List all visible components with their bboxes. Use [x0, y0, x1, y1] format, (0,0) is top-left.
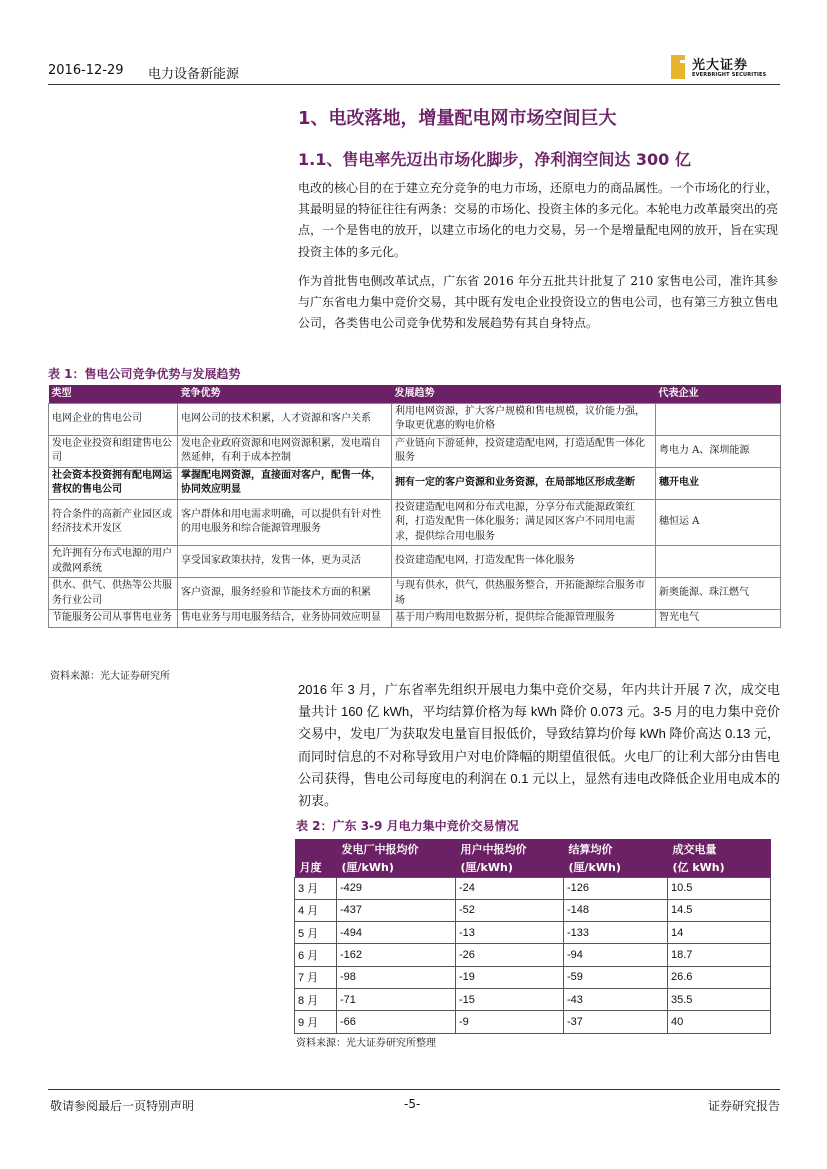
table-cell: 10.5	[668, 877, 771, 899]
table-cell: 6 月	[295, 944, 337, 966]
table-cell: -52	[456, 899, 564, 921]
table1-header-row	[49, 385, 781, 403]
table-cell: -98	[337, 966, 456, 988]
table-cell: 利用电网资源，扩大客户规模和售电规模，议价能力强，争取更优惠的购电价格	[392, 403, 656, 435]
table-cell: 3 月	[295, 877, 337, 899]
table-cell: 拥有一定的客户资源和业务资源，在局部地区形成垄断	[392, 467, 656, 499]
table-cell: 智光电气	[656, 610, 781, 628]
table-cell: -13	[456, 922, 564, 944]
logo-mark-icon	[670, 54, 686, 80]
table-cell: 穗恒运 A	[656, 499, 781, 546]
table-cell: 与现有供水，供气，供热服务整合，开拓能源综合服务市场	[392, 578, 656, 610]
table2-header-cell: 结算均价	[564, 839, 668, 858]
table-row-highlighted	[49, 467, 781, 499]
table2-source: 资料来源：光大证券研究所整理	[296, 1038, 436, 1049]
table2-header-cell	[295, 839, 337, 858]
table-cell: 产业链向下游延伸，投资建造配电网，打造适配售一体化服务	[392, 435, 656, 467]
table-row	[49, 610, 781, 628]
table-cell: 客户群体和用电需求明确，可以提供有针对性的用电服务和综合能源管理服务	[178, 499, 392, 546]
table-cell: -43	[564, 988, 668, 1010]
table-cell: -15	[456, 988, 564, 1010]
table1-header-cell: 竞争优势	[178, 385, 392, 403]
table-cell: -429	[337, 877, 456, 899]
table2-header-row-bottom	[295, 858, 771, 877]
table-row	[49, 499, 781, 546]
table-row	[295, 988, 771, 1010]
table-cell: 投资建造配电网和分布式电源，分享分布式能源政策红利，打造发配售一体化服务；满足园区客户不同用电需求，提供综合用电服务	[392, 499, 656, 546]
table2-header-cell: (亿 kWh)	[668, 858, 771, 877]
table2-header-cell: 月度	[295, 858, 337, 877]
table-cell: -133	[564, 922, 668, 944]
table-cell: 节能服务公司从事售电业务	[49, 610, 178, 628]
table-cell: 粤电力 A、深圳能源	[656, 435, 781, 467]
table1-header-cell: 类型	[49, 385, 178, 403]
table-cell: 基于用户购用电数据分析，提供综合能源管理服务	[392, 610, 656, 628]
table-row	[295, 922, 771, 944]
table-row	[49, 435, 781, 467]
table-row	[295, 1011, 771, 1033]
table-row	[49, 578, 781, 610]
table-cell: -437	[337, 899, 456, 921]
table-cell: 新奥能源、珠江燃气	[656, 578, 781, 610]
table-cell: 发电企业政府资源和电网资源积累，发电端自然延伸，有利于成本控制	[178, 435, 392, 467]
table2-header-cell: (厘/kWh)	[456, 858, 564, 877]
table-cell: -494	[337, 922, 456, 944]
paragraph-guangdong: 作为首批售电侧改革试点，广东省 2016 年分五批共计批复了 210 家售电公司，准许其参与广东省电力集中竞价交易，其中既有发电企业投资设立的售电公司，也有第三方独立售电公司，各类售电公司竞争优势和发展趋势有其自身特点。	[298, 274, 779, 331]
table-cell: 投资建造配电网，打造发配售一体化服务	[392, 546, 656, 578]
table-cell: -9	[456, 1011, 564, 1033]
table-cell: 掌握配电网资源，直接面对客户，配售一体，协同效应明显	[178, 467, 392, 499]
logo-subtext: EVERBRIGHT SECURITIES	[692, 72, 767, 78]
table-cell: 14	[668, 922, 771, 944]
table-cell: -59	[564, 966, 668, 988]
table2-header-cell: (厘/kWh)	[564, 858, 668, 877]
page-number: -5-	[404, 1097, 421, 1111]
table-cell: 穗开电业	[656, 467, 781, 499]
table-cell: -26	[456, 944, 564, 966]
table-row	[49, 403, 781, 435]
company-logo	[670, 52, 780, 82]
table1-source: 资料来源：光大证券研究所	[50, 671, 170, 682]
table-cell: 5 月	[295, 922, 337, 944]
table-cell: 电网公司的技术积累，人才资源和客户关系	[178, 403, 392, 435]
logo-text: 光大证券	[692, 58, 749, 73]
table-cell: -24	[456, 877, 564, 899]
table-cell: -37	[564, 1011, 668, 1033]
table-cell: 8 月	[295, 988, 337, 1010]
report-date: 2016-12-29	[48, 63, 124, 78]
table-cell: 享受国家政策扶持，发售一体，更为灵活	[178, 546, 392, 578]
table1-caption: 表 1：售电公司竞争优势与发展趋势	[48, 367, 241, 381]
table-cell: -19	[456, 966, 564, 988]
paragraph-intro: 电改的核心目的在于建立充分竞争的电力市场，还原电力的商品属性。一个市场化的行业，其最明显的特征往往有两条：交易的市场化、投资主体的多元化。本轮电力改革最突出的亮点，一个是售电的放开，以建立市场化的电力交易，另一个是增量配电网的放开，旨在实现投资主体的多元化。	[298, 181, 779, 259]
table-cell: -162	[337, 944, 456, 966]
table-cell	[656, 403, 781, 435]
table-cell: 7 月	[295, 966, 337, 988]
table-cell: 符合条件的高新产业园区或经济技术开发区	[49, 499, 178, 546]
table-row	[295, 966, 771, 988]
table-cell: -94	[564, 944, 668, 966]
table-cell: 客户资源，服务经验和节能技术方面的积累	[178, 578, 392, 610]
table-row	[295, 899, 771, 921]
table-row	[295, 944, 771, 966]
table2-header-cell: (厘/kWh)	[337, 858, 456, 877]
section-heading: 1、电改落地，增量配电网市场空间巨大	[298, 108, 617, 129]
footer-divider	[48, 1089, 780, 1090]
table2-header-cell: 成交电量	[668, 839, 771, 858]
footer-report-type: 证券研究报告	[707, 1099, 780, 1113]
table2-caption: 表 2：广东 3-9 月电力集中竞价交易情况	[296, 819, 519, 833]
table-cell: 社会资本投资拥有配电网运营权的售电公司	[49, 467, 178, 499]
table-row	[49, 546, 781, 578]
header-divider	[48, 84, 780, 85]
table-cell: 35.5	[668, 988, 771, 1010]
table2-header-cell: 发电厂中报均价	[337, 839, 456, 858]
paragraph-trading: 2016 年 3 月，广东省率先组织开展电力集中竞价交易，年内共计开展 7 次，成交电量共计 160 亿 kWh，平均结算价格为每 kWh 降价 0.073 元。3-5 月的电力集中竞价交易中，发电厂为获取发电量盲目报低价，导致结算均价每 kWh 降价高达 0.13 元，而同时信息的不对称导致用户对电价降幅的期望值很低。火电厂的让利大部分由售电公司获得，售电公司每度电的利润在 0.1 元以上，显然有违电改降低企业用电成本的初衷。	[298, 682, 780, 809]
table-cell: -148	[564, 899, 668, 921]
table-cell: 发电企业投资和组建售电公司	[49, 435, 178, 467]
table1	[48, 385, 781, 628]
table-cell: 40	[668, 1011, 771, 1033]
table2	[294, 839, 771, 1034]
table-cell: -126	[564, 877, 668, 899]
report-sector: 电力设备新能源	[148, 67, 240, 82]
table-cell: 14.5	[668, 899, 771, 921]
table-cell: 4 月	[295, 899, 337, 921]
table-cell: 9 月	[295, 1011, 337, 1033]
table-cell: 电网企业的售电公司	[49, 403, 178, 435]
table-cell: -71	[337, 988, 456, 1010]
subsection-heading: 1.1、售电率先迈出市场化脚步，净利润空间达 300 亿	[298, 150, 691, 169]
table-cell: -66	[337, 1011, 456, 1033]
table-cell: 供水、供气、供热等公共服务行业公司	[49, 578, 178, 610]
table-cell: 18.7	[668, 944, 771, 966]
footer-disclaimer: 敬请参阅最后一页特别声明	[50, 1099, 195, 1113]
table-row	[295, 877, 771, 899]
table1-header-cell: 代表企业	[656, 385, 781, 403]
table1-header-cell: 发展趋势	[392, 385, 656, 403]
table-cell: 允许拥有分布式电源的用户或微网系统	[49, 546, 178, 578]
table-cell: 售电业务与用电服务结合，业务协同效应明显	[178, 610, 392, 628]
table2-header-cell: 用户中报均价	[456, 839, 564, 858]
table-cell: 26.6	[668, 966, 771, 988]
table2-header-row-top	[295, 839, 771, 858]
table-cell	[656, 546, 781, 578]
